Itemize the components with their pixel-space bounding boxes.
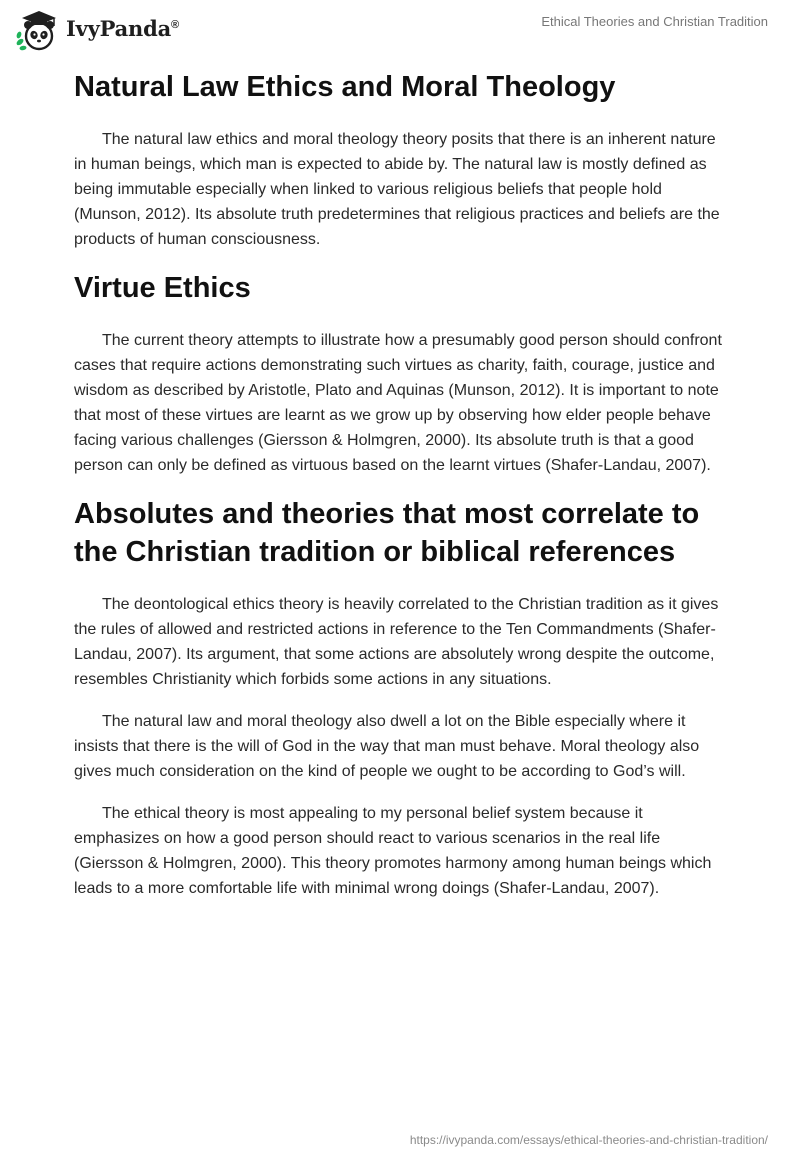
section-natural-law [74,68,730,252]
section-heading: Virtue Ethics [74,272,251,304]
section-virtue-ethics [74,269,730,478]
brand-text: IvyPanda [66,15,172,41]
section-heading: Natural Law Ethics and Moral Theology [74,71,616,103]
source-url[interactable]: https://ivypanda.com/essays/ethical-theories-and-christian-tradition/ [409,1133,768,1147]
paragraph: The current theory attempts to illustrate how a presumably good person should confront cases that require actions demonstrating such virtues as charity, faith, courage, justice and wisdom as described by Aristotle, Plato and Aquinas (Munson, 2012). It is important to note that most of these virtues are learnt as we grow up by observing how elder people behave facing various challenges (Giersson & Holmgren, 2000). Its absolute truth is that a good person can only be defined as virtuous based on the learnt virtues (Shafer-Landau, 2007). [74,332,722,474]
panda-graduate-icon [14,8,60,52]
paragraph: The ethical theory is most appealing to my personal belief system because it emphasizes on how a good person should react to various scenarios in the real life (Giersson & Holmgren, 2000). This theory promotes harmony among human beings which leads to a more comfortable life with minimal wrong doings (Shafer-Landau, 2007). [74,805,712,897]
paragraph: The natural law and moral theology also dwell a lot on the Bible especially where it insists that there is the will of God in the way that man must behave. Moral theology also gives much consideration on the kind of people we ought to be according to God’s will. [74,713,700,780]
registered-mark: ® [171,18,179,31]
section-absolutes [74,495,730,901]
document-title: Ethical Theories and Christian Tradition [541,14,768,29]
paragraph: The deontological ethics theory is heavily correlated to the Christian tradition as it gives the rules of allowed and restricted actions in reference to the Ten Commandments (Shafer-Landau, 2007). Its argument, that some actions are absolutely wrong despite the outcome, resembles Christianity which forbids some actions in any situations. [74,596,719,688]
section-heading: Absolutes and theories that most correlate to the Christian tradition or biblical references [74,498,700,568]
page-header [0,0,800,60]
ivypanda-logo[interactable] [14,8,179,52]
brand-name [66,16,179,41]
essay-content [74,68,730,918]
paragraph: The natural law ethics and moral theology theory posits that there is an inherent nature in human beings, which man is expected to abide by. The natural law is mostly defined as being immutable especially when linked to various religious beliefs that people hold (Munson, 2012). Its absolute truth predetermines that religious practices and beliefs are the products of human consciousness. [74,131,720,248]
